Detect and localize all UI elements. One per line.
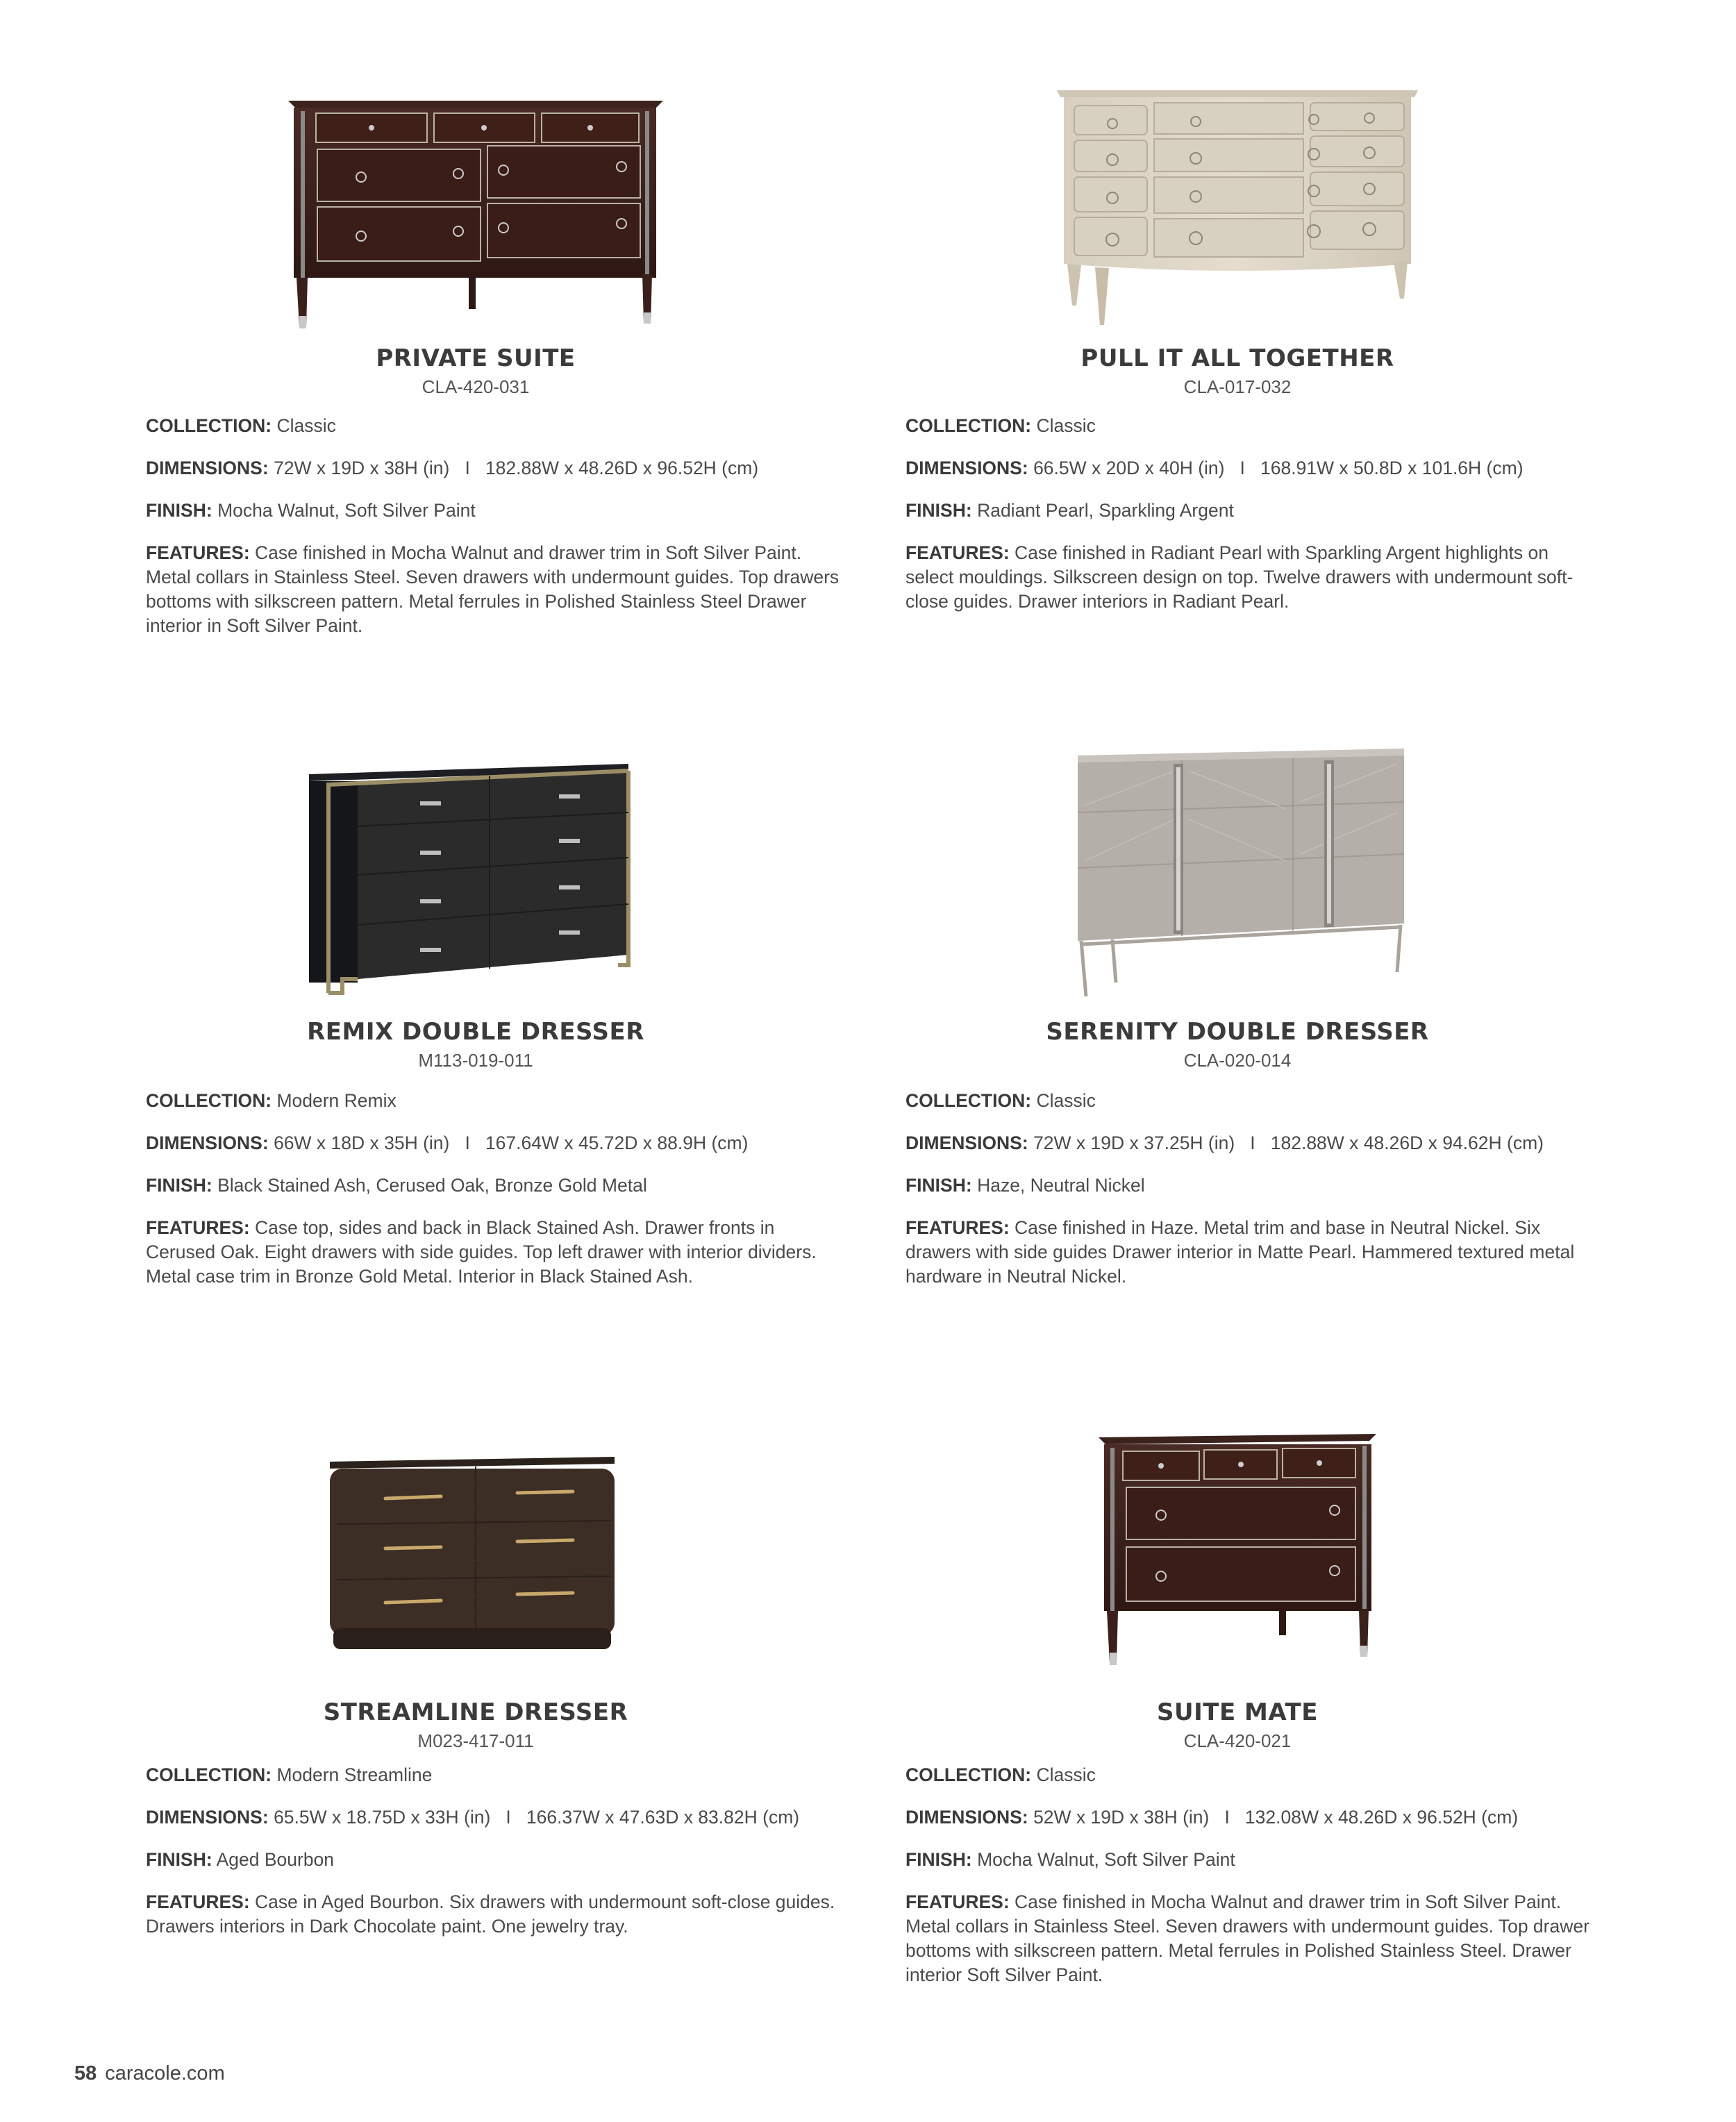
pearl-dresser-image — [890, 69, 1585, 340]
features-value: Case finished in Mocha Walnut and drawer trim in Soft Silver Paint. Metal collars in Stainless Steel. Seven drawers with undermount guides. Top drawers bottoms with silkscreen pattern. Metal ferrules in Polished Stainless Steel Drawer interior in Soft Silver Paint. — [146, 542, 840, 636]
finish-label: FINISH: — [146, 1175, 212, 1196]
product-remix-double-dresser — [128, 743, 823, 1071]
product-title: SUITE MATE — [1157, 1698, 1318, 1726]
dimensions-value: 72W x 19D x 38H (in) I 182.88W x 48.26D x 96.52H (cm) — [274, 458, 759, 478]
finish-value: Radiant Pearl, Sparkling Argent — [977, 500, 1234, 521]
collection-label: COLLECTION: — [905, 1090, 1032, 1111]
page-number: 58 — [74, 2062, 97, 2085]
dimensions-label: DIMENSIONS: — [146, 458, 269, 478]
collection-row — [905, 1763, 1600, 1787]
finish-value: Black Stained Ash, Cerused Oak, Bronze Gold Metal — [217, 1175, 647, 1196]
features-label: FEATURES: — [146, 1217, 250, 1238]
product-title: PULL IT ALL TOGETHER — [1080, 344, 1394, 372]
collection-value: Modern Streamline — [276, 1764, 433, 1785]
product-title: SERENITY DOUBLE DRESSER — [1046, 1018, 1429, 1046]
product-remix-double-dresser-specs — [146, 1078, 840, 1289]
finish-label: FINISH: — [905, 1175, 972, 1196]
finish-row — [905, 1173, 1600, 1198]
collection-label: COLLECTION: — [146, 415, 272, 436]
dimensions-label: DIMENSIONS: — [146, 1807, 269, 1828]
finish-value: Haze, Neutral Nickel — [977, 1175, 1145, 1196]
features-label: FEATURES: — [905, 542, 1010, 563]
dimensions-row — [146, 1131, 840, 1155]
finish-row — [146, 499, 840, 523]
features-label: FEATURES: — [146, 542, 250, 563]
finish-label: FINISH: — [905, 1849, 972, 1870]
dimensions-label: DIMENSIONS: — [905, 458, 1028, 478]
collection-row — [146, 1763, 840, 1787]
features-row — [905, 541, 1600, 614]
finish-row — [905, 499, 1600, 523]
finish-value: Aged Bourbon — [216, 1849, 335, 1870]
collection-value: Classic — [1036, 1764, 1096, 1785]
dimensions-value: 66W x 18D x 35H (in) I 167.64W x 45.72D x 88.9H (cm) — [274, 1133, 749, 1153]
page-footer — [74, 2062, 225, 2085]
collection-row — [905, 414, 1600, 438]
product-pull-it-all-together-specs — [905, 403, 1600, 614]
collection-label: COLLECTION: — [146, 1764, 272, 1785]
dimensions-label: DIMENSIONS: — [905, 1807, 1028, 1828]
product-pull-it-all-together — [890, 69, 1585, 398]
collection-value: Modern Remix — [276, 1090, 397, 1111]
website-link[interactable]: caracole.com — [105, 2062, 225, 2085]
finish-label: FINISH: — [146, 1849, 212, 1870]
product-sku: CLA-420-031 — [422, 376, 530, 397]
product-sku: CLA-020-014 — [1183, 1050, 1292, 1071]
collection-value: Classic — [1036, 1090, 1096, 1111]
features-row — [146, 1216, 840, 1289]
finish-row — [905, 1848, 1600, 1872]
product-sku: M023-417-011 — [417, 1730, 534, 1751]
dimensions-value: 66.5W x 20D x 40H (in) I 168.91W x 50.8D x 101.6H (cm) — [1033, 458, 1524, 478]
collection-value: Classic — [276, 415, 336, 436]
finish-row — [146, 1173, 840, 1198]
product-title: PRIVATE SUITE — [376, 344, 576, 372]
product-suite-mate-specs — [905, 1752, 1600, 1987]
product-private-suite — [128, 69, 823, 398]
haze-dresser-image — [890, 743, 1585, 1014]
features-label: FEATURES: — [146, 1891, 250, 1912]
features-value: Case in Aged Bourbon. Six drawers with undermount soft-close guides. Drawers interiors in Dark Chocolate paint. One jewelry tray. — [146, 1891, 835, 1937]
dark-walnut-dresser-image — [128, 69, 823, 340]
collection-row — [146, 1089, 840, 1113]
finish-value: Mocha Walnut, Soft Silver Paint — [977, 1849, 1235, 1870]
features-row — [905, 1890, 1600, 1987]
collection-label: COLLECTION: — [905, 1764, 1032, 1785]
features-value: Case finished in Haze. Metal trim and base in Neutral Nickel. Six drawers with side guides Drawer interior in Matte Pearl. Hammered textured metal hardware in Neutral Nickel. — [905, 1217, 1575, 1287]
collection-value: Classic — [1036, 415, 1096, 436]
finish-row — [146, 1848, 840, 1872]
product-streamline-dresser — [128, 1423, 823, 1752]
dimensions-label: DIMENSIONS: — [146, 1133, 269, 1153]
finish-label: FINISH: — [905, 500, 972, 521]
features-label: FEATURES: — [905, 1217, 1010, 1238]
product-streamline-dresser-specs — [146, 1752, 840, 1939]
collection-row — [905, 1089, 1600, 1113]
black-ash-dresser-image — [128, 743, 823, 1014]
collection-label: COLLECTION: — [146, 1090, 272, 1111]
dimensions-row — [905, 1131, 1600, 1155]
finish-label: FINISH: — [146, 500, 212, 521]
collection-label: COLLECTION: — [905, 415, 1032, 436]
product-title: STREAMLINE DRESSER — [323, 1698, 628, 1726]
product-serenity-double-dresser — [890, 743, 1585, 1071]
product-sku: CLA-017-032 — [1183, 376, 1292, 397]
features-row — [146, 541, 840, 638]
features-value: Case finished in Mocha Walnut and drawer trim in Soft Silver Paint. Metal collars in Stainless Steel. Seven drawers with undermount guides. Top drawer bottoms with silkscreen pattern. Metal ferrules in Polished Stainless Steel. Drawer interior Soft Silver Paint. — [905, 1891, 1589, 1985]
finish-value: Mocha Walnut, Soft Silver Paint — [217, 500, 476, 521]
features-row — [905, 1216, 1600, 1289]
product-sku: CLA-420-021 — [1183, 1730, 1292, 1751]
collection-row — [146, 414, 840, 438]
dimensions-row — [146, 1805, 840, 1830]
features-value: Case top, sides and back in Black Stained Ash. Drawer fronts in Cerused Oak. Eight drawers with side guides. Top left drawer with interior dividers. Metal case trim in Bronze Gold Metal. Interior in Black Stained Ash. — [146, 1217, 817, 1287]
dimensions-value: 72W x 19D x 37.25H (in) I 182.88W x 48.26D x 94.62H (cm) — [1033, 1133, 1544, 1153]
product-private-suite-specs — [146, 403, 840, 638]
product-serenity-double-dresser-specs — [905, 1078, 1600, 1289]
dimensions-value: 52W x 19D x 38H (in) I 132.08W x 48.26D x 96.52H (cm) — [1033, 1807, 1519, 1828]
features-row — [146, 1890, 840, 1939]
dimensions-value: 65.5W x 18.75D x 33H (in) I 166.37W x 47.63D x 83.82H (cm) — [274, 1807, 800, 1828]
dimensions-row — [905, 1805, 1600, 1830]
features-value: Case finished in Radiant Pearl with Sparkling Argent highlights on select mouldings. Silkscreen design on top. Twelve drawers with undermount soft-close guides. Drawer interiors in Radiant Pearl. — [905, 542, 1574, 612]
dimensions-label: DIMENSIONS: — [905, 1133, 1028, 1153]
features-label: FEATURES: — [905, 1891, 1010, 1912]
dimensions-row — [146, 456, 840, 481]
product-suite-mate — [890, 1423, 1585, 1752]
product-sku: M113-019-011 — [418, 1050, 533, 1071]
walnut-chest-image — [890, 1423, 1585, 1694]
product-title: REMIX DOUBLE DRESSER — [307, 1018, 644, 1046]
dimensions-row — [905, 456, 1600, 481]
bourbon-dresser-image — [128, 1423, 823, 1694]
